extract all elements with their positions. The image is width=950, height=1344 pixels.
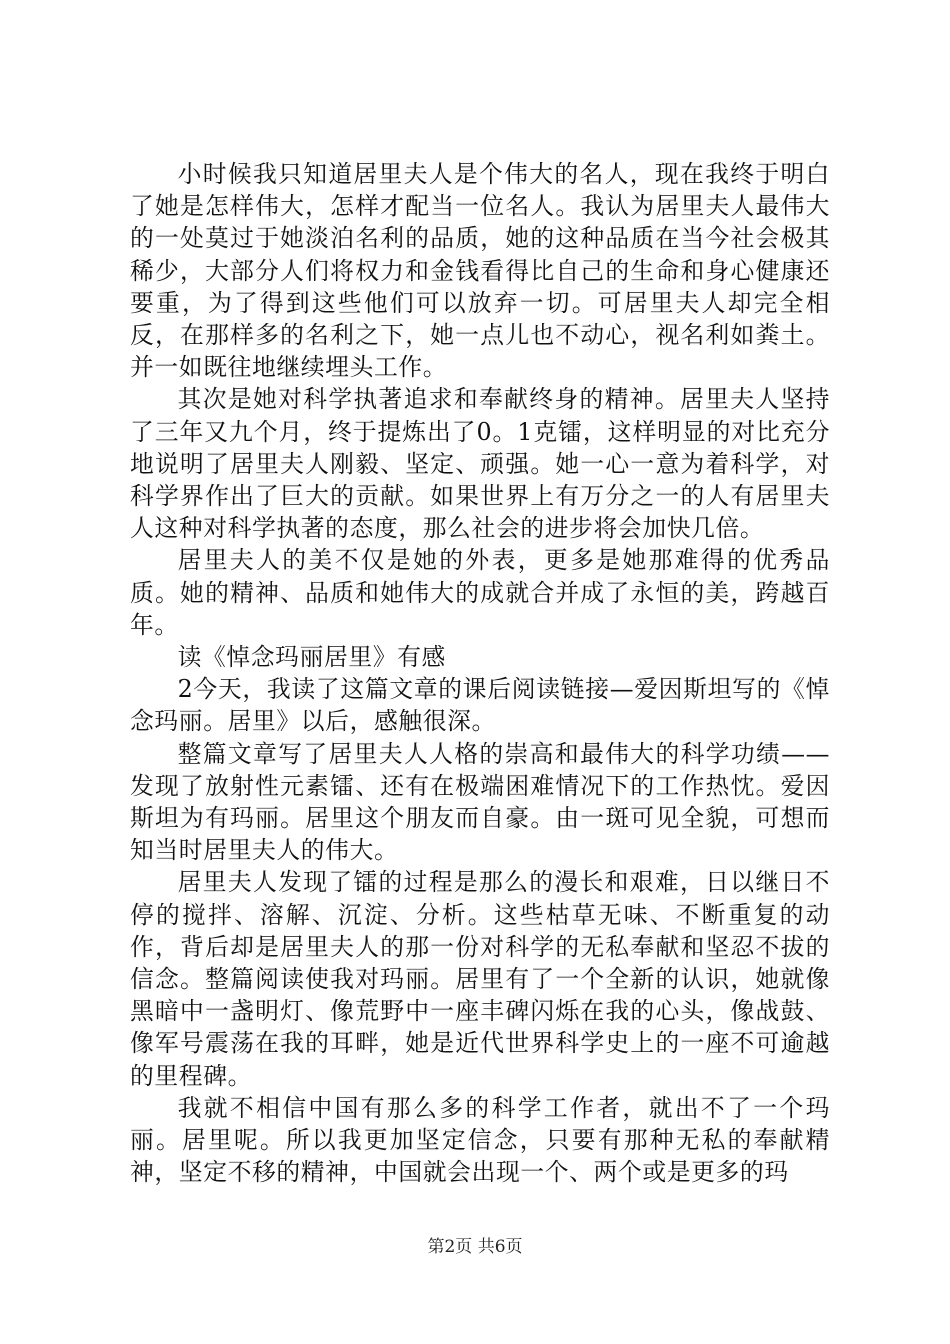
page-number-footer: 第2页 共6页 — [427, 1237, 523, 1257]
paragraph-5: 整篇文章写了居里夫人人格的崇高和最伟大的科学功绩——发现了放射性元素镭、还有在极端困难情况下的工作热忱。爱因斯坦为有玛丽。居里这个朋友而自豪。由一斑可见全貌，可想而知当时居里夫人的伟大。 — [130, 739, 830, 865]
paragraph-6: 居里夫人发现了镭的过程是那么的漫长和艰难，日以继日不停的搅拌、溶解、沉淀、分析。这些枯草无味、不断重复的动作，背后却是居里夫人的那一份对科学的无私奉献和坚忍不拔的信念。整篇阅读使我对玛丽。居里有了一个全新的认识，她就像黑暗中一盏明灯、像荒野中一座丰碑闪烁在我的心头，像战鼓、像军号震荡在我的耳畔，她是近代世界科学史上的一座不可逾越的里程碑。 — [130, 868, 830, 1090]
paragraph-7: 我就不相信中国有那么多的科学工作者，就出不了一个玛丽。居里呢。所以我更加坚定信念，只要有那种无私的奉献精神，坚定不移的精神，中国就会出现一个、两个或是更多的玛 — [130, 1093, 830, 1187]
paragraph-4: 2今天，我读了这篇文章的课后阅读链接—爱因斯坦写的《悼念玛丽。居里》以后，感触很深。 — [130, 675, 830, 736]
paragraph-3: 居里夫人的美不仅是她的外表，更多是她那难得的优秀品质。她的精神、品质和她伟大的成就合并成了永恒的美，跨越百年。 — [130, 546, 830, 639]
document-body — [130, 158, 830, 1189]
paragraph-1: 小时候我只知道居里夫人是个伟大的名人，现在我终于明白了她是怎样伟大，怎样才配当一位名人。我认为居里夫人最伟大的一处莫过于她淡泊名利的品质，她的这种品质在当今社会极其稀少，大部分人们将权力和金钱看得比自己的生命和身心健康还要重，为了得到这些他们可以放弃一切。可居里夫人却完全相反，在那样多的名利之下，她一点儿也不动心，视名利如粪土。并一如既往地继续埋头工作。 — [130, 160, 830, 382]
section-heading: 读《悼念玛丽居里》有感 — [177, 643, 446, 672]
paragraph-2: 其次是她对科学执著追求和奉献终身的精神。居里夫人坚持了三年又九个月，终于提炼出了0。1克镭，这样明显的对比充分地说明了居里夫人刚毅、坚定、顽强。她一心一意为着科学，对科学界作出了巨大的贡献。如果世界上有万分之一的人有居里夫人这种对科学执著的态度，那么社会的进步将会加快几倍。 — [130, 385, 830, 543]
